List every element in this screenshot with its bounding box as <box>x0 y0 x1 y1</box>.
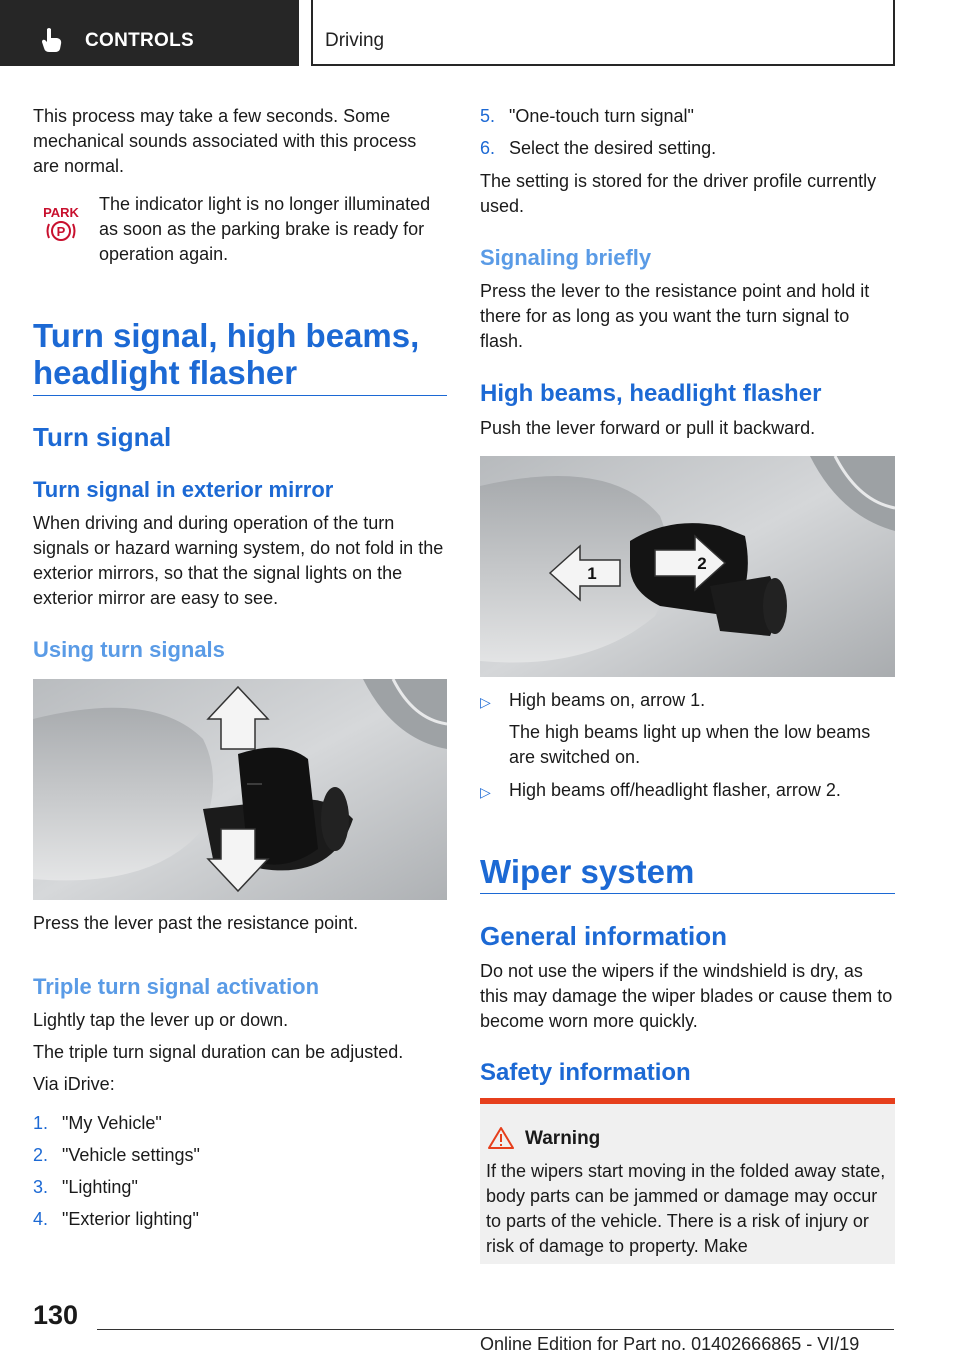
mirror-paragraph: When driving and during operation of the turn signals or hazard warning system, do not fold in the exterior mirrors, so that the signal lights on the exterior mirror are easy to see. <box>33 513 444 608</box>
section-title: Driving <box>325 30 385 51</box>
heading-wiper: Wiper system <box>480 853 695 890</box>
chapter-tab[interactable] <box>0 0 299 66</box>
triangle-bullet-icon: ▷ <box>480 784 491 800</box>
warning-box <box>480 1098 895 1264</box>
triple-paragraph-1: Lightly tap the lever up or down. <box>33 1010 289 1030</box>
heading-triple: Triple turn signal activation <box>33 974 320 999</box>
warning-title: Warning <box>525 1128 601 1149</box>
heading-mirror: Turn signal in exterior mirror <box>33 477 334 502</box>
stored-paragraph: The setting is stored for the driver profile currently used. <box>480 171 877 216</box>
heading-using: Using turn signals <box>33 637 225 662</box>
park-icon-text: PARK <box>43 205 79 220</box>
signaling-paragraph: Press the lever to the resistance point and hold it there for as long as you want the turn signal to flash. <box>480 281 870 351</box>
hand-pointer-icon <box>40 27 64 53</box>
triple-paragraph-2: The triple turn signal duration can be adjusted. <box>33 1042 404 1062</box>
warning-paragraph: If the wipers start moving in the folded away state, body parts can be jammed or damage may occur to parts of the vehicle. There is a risk of injury or risk of damage to property. Make <box>486 1161 886 1256</box>
heading-turn-signal: Turn signal <box>33 422 172 452</box>
using-paragraph: Press the lever past the resistance point. <box>33 913 359 933</box>
bullet-sub-paragraph: The high beams light up when the low beams are switched on. <box>509 722 871 767</box>
arrow-label-1: 1 <box>587 564 597 583</box>
heading-rule <box>480 893 895 894</box>
page-number: 130 <box>33 1300 79 1330</box>
header-divider-right <box>893 0 895 66</box>
heading-safety: Safety information <box>480 1059 691 1086</box>
park-brake-icon <box>41 203 81 243</box>
heading-general: General information <box>480 921 728 951</box>
chapter-title: CONTROLS <box>85 30 195 51</box>
header-divider <box>311 0 313 66</box>
heading-signaling: Signaling briefly <box>480 245 652 270</box>
footer-edition: Online Edition for Part no. 01402666865 - VI/19 <box>480 1334 860 1354</box>
turn-signal-illustration <box>33 679 447 900</box>
high-beams-illustration <box>480 456 895 677</box>
via-idrive: Via iDrive: <box>33 1074 115 1094</box>
high-beams-paragraph: Push the lever forward or pull it backward. <box>480 418 816 438</box>
park-note: The indicator light is no longer illuminated as soon as the parking brake is ready for operation again. <box>99 194 431 264</box>
triangle-bullet-icon: ▷ <box>480 694 491 710</box>
general-paragraph: Do not use the wipers if the windshield is dry, as this may damage the wiper blades or cause them to become worn more quickly. <box>480 961 893 1031</box>
heading-high-beams: High beams, headlight flasher <box>480 380 822 407</box>
footer-rule <box>97 1329 894 1330</box>
warning-triangle-icon <box>488 1126 514 1150</box>
header-underline <box>311 64 895 66</box>
intro-paragraph: This process may take a few seconds. Some mechanical sounds associated with this process are normal. <box>33 106 417 176</box>
heading-main: Turn signal, high beams, headlight flasher <box>33 317 420 391</box>
svg-text:P: P <box>56 224 66 239</box>
heading-rule <box>33 395 447 396</box>
arrow-label-2: 2 <box>697 554 707 573</box>
